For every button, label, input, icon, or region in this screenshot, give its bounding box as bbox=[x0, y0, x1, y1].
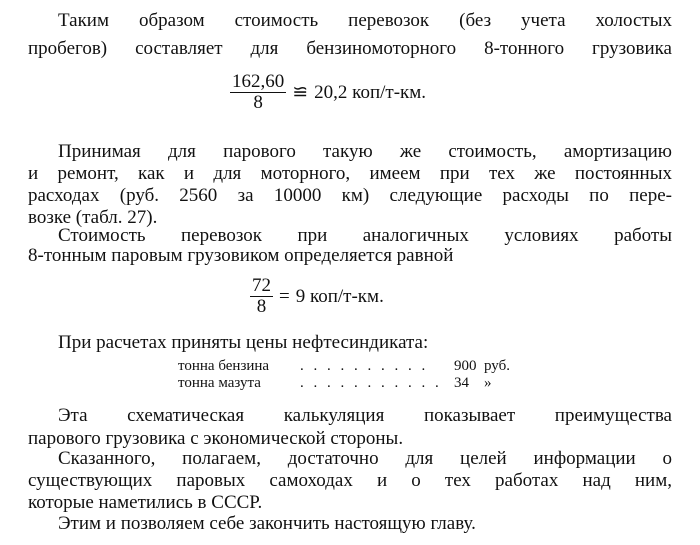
price-item-name: тонна бензина bbox=[178, 358, 270, 374]
fraction bbox=[230, 72, 286, 113]
text-line: парового грузовика с экономической стороны. bbox=[28, 428, 404, 449]
text-line: существующих паровых самоходах и о тех работах над ним, bbox=[28, 470, 672, 491]
text-line: пробегов) составляет для бензиномоторного 8-тонного грузовика bbox=[28, 38, 672, 59]
price-value: 900 bbox=[454, 358, 477, 374]
text-line: расходах (руб. 2560 за 10000 км) следующие расходы по пере- bbox=[28, 185, 672, 206]
price-row bbox=[178, 358, 538, 375]
leader-dots: . . . . . . . . . . bbox=[300, 358, 429, 374]
formula-steam-cost bbox=[250, 276, 384, 317]
text-line: 8-тонным паровым грузовиком определяется равной bbox=[28, 245, 454, 266]
text-line: которые наметились в СССР. bbox=[28, 492, 263, 513]
leader-dots: . . . . . . . . . . . bbox=[300, 375, 442, 391]
prices-intro: При расчетах приняты цены нефтесиндиката: bbox=[58, 332, 429, 353]
formula-result: 20,2 коп/т-км. bbox=[314, 81, 427, 103]
price-value: 34 bbox=[454, 375, 469, 391]
text-line: и ремонт, как и для моторного, имеем при тех же постоянных bbox=[28, 163, 672, 184]
price-unit: руб. bbox=[484, 358, 510, 374]
formula-gasoline-cost bbox=[230, 72, 426, 113]
fraction-denominator: 8 bbox=[253, 92, 263, 113]
price-row bbox=[178, 375, 538, 392]
fraction-numerator: 72 bbox=[252, 275, 271, 296]
text-line: возке (табл. 27). bbox=[28, 207, 158, 228]
formula-result: 9 коп/т-км. bbox=[295, 285, 384, 307]
approx-equals-sign: ≌ bbox=[292, 82, 309, 103]
price-list bbox=[178, 358, 538, 392]
text-line: Сказанного, полагаем, достаточно для целей информации о bbox=[58, 448, 672, 469]
text-line: Таким образом стоимость перевозок (без учета холостых bbox=[58, 10, 672, 31]
text-line: Эта схематическая калькуляция показывает преимущества bbox=[58, 405, 672, 426]
fraction bbox=[250, 276, 273, 317]
fraction-denominator: 8 bbox=[256, 296, 267, 317]
text-line: Принимая для парового такую же стоимость, амортизацию bbox=[58, 141, 672, 162]
price-item-name: тонна мазута bbox=[178, 375, 261, 391]
text-line: Стоимость перевозок при аналогичных условиях работы bbox=[58, 225, 672, 246]
text-line: Этим и позволяем себе закончить настоящую главу. bbox=[58, 513, 476, 534]
equals-sign: = bbox=[279, 285, 290, 307]
fraction-numerator: 162,60 bbox=[232, 71, 285, 92]
price-unit: » bbox=[484, 375, 492, 391]
